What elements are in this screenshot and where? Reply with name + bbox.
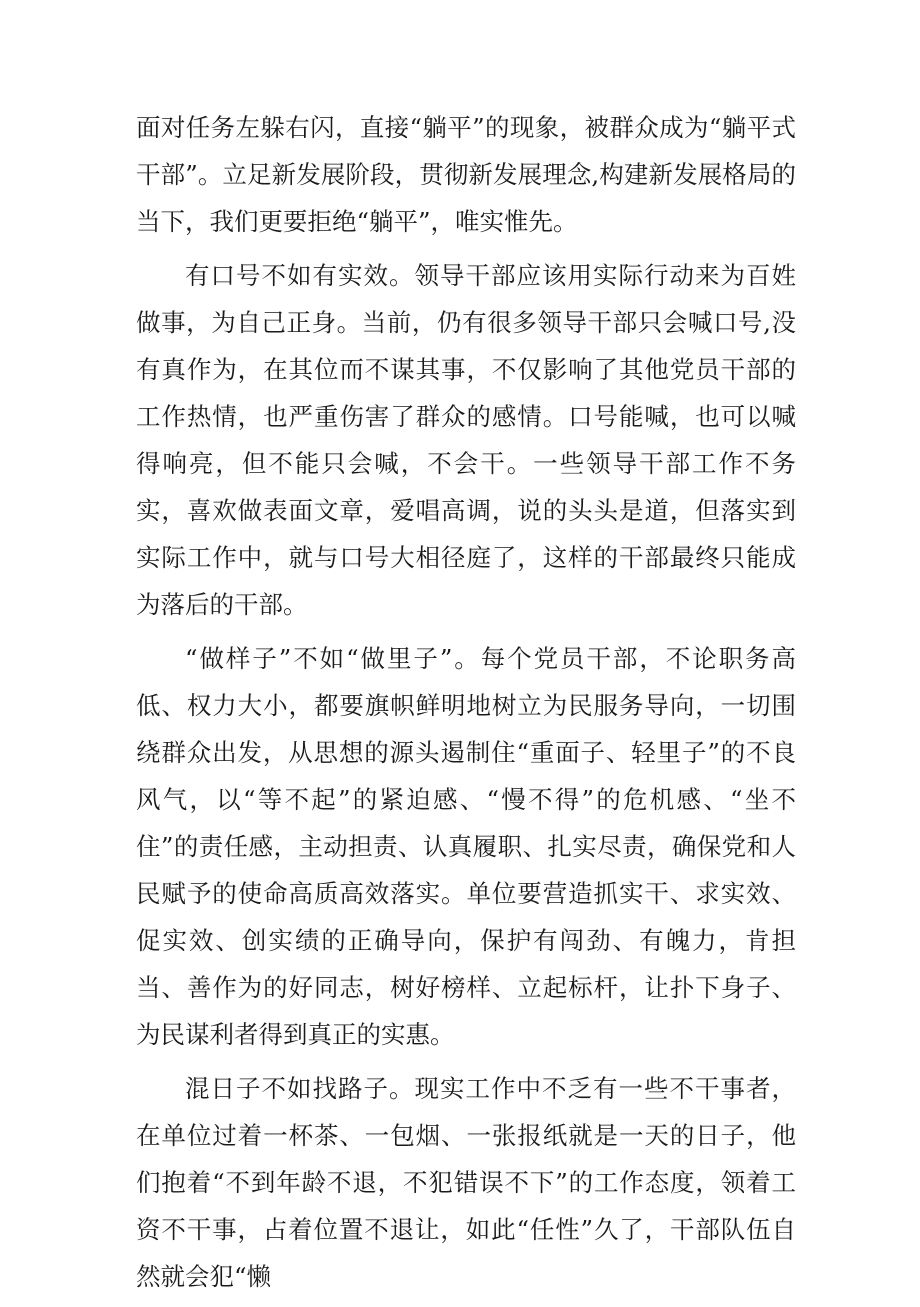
paragraph-idle-vs-path: 混日子不如找路子。现实工作中不乏有一些不干事者，在单位过着一杯茶、一包烟、一张报纸就是一天的日子，他们抱着“不到年龄不退，不犯错误不下”的工作态度，领着工资不干事，占着位置不退让，如此“任性”久了，干部队伍自然就会犯“懒: [136, 1074, 796, 1291]
paragraph-slogan-vs-results: 有口号不如有实效。领导干部应该用实际行动来为百姓做事，为自己正身。当前，仍有很多领导干部只会喊口号,没有真作为，在其位而不谋其事，不仅影响了其他党员干部的工作热情，也严重伤害了群众的感情。口号能喊，也可以喊得响亮，但不能只会喊，不会干。一些领导干部工作不务实，喜欢做表面文章，爱唱高调，说的头头是道，但落实到实际工作中，就与口号大相径庭了，这样的干部最终只能成为落后的干部。: [136, 261, 796, 619]
paragraph-intro: 面对任务左躲右闪，直接“躺平”的现象，被群众成为“躺平式干部”。立足新发展阶段，贯彻新发展理念,构建新发展格局的当下，我们更要拒绝“躺平”，唯实惟先。: [136, 113, 796, 236]
document-page: [136, 104, 796, 1307]
paragraph-appearance-vs-substance: “做样子”不如“做里子”。每个党员干部，不论职务高低、权力大小，都要旗帜鲜明地树立为民服务导向，一切围绕群众出发，从思想的源头遏制住“重面子、轻里子”的不良风气，以“等不起”的紧迫感、“慢不得”的危机感、“坐不住”的责任感，主动担责、认真履职、扎实尽责，确保党和人民赋予的使命高质高效落实。单位要营造抓实干、求实效、促实效、创实绩的正确导向，保护有闯劲、有魄力，肯担当、善作为的好同志，树好榜样、立起标杆，让扑下身子、为民谋利者得到真正的实惠。: [136, 644, 796, 1049]
